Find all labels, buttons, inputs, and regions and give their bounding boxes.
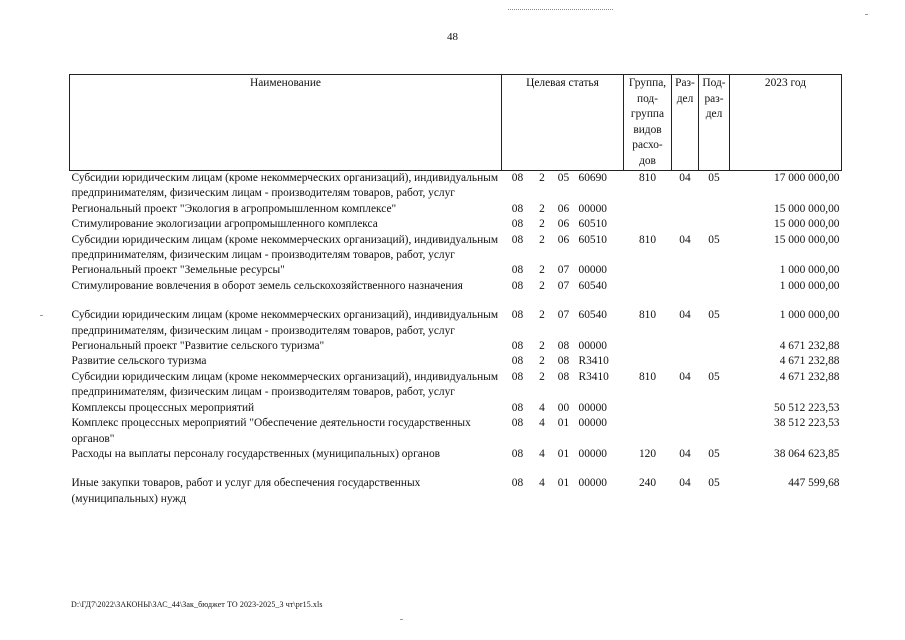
expense-group: 810 bbox=[638, 172, 657, 184]
page-number: 48 bbox=[447, 31, 458, 43]
expense-group bbox=[624, 263, 672, 278]
target-code-program: 08 bbox=[511, 417, 524, 430]
expense-group bbox=[624, 217, 672, 232]
target-code-item: 08 bbox=[557, 355, 570, 368]
target-code-item: 00 bbox=[557, 401, 570, 414]
target-code-subprogram: 2 bbox=[539, 218, 545, 231]
target-code-item: 06 bbox=[557, 202, 570, 215]
table-row bbox=[70, 217, 842, 232]
section-code bbox=[672, 279, 699, 294]
table-row bbox=[70, 263, 842, 278]
target-code-subprogram: 4 bbox=[539, 447, 545, 460]
target-code-subprogram: 2 bbox=[539, 309, 545, 322]
target-code-item: 07 bbox=[557, 279, 570, 292]
row-amount: 38 512 223,53 bbox=[774, 417, 840, 430]
expense-group: 810 bbox=[638, 233, 657, 246]
target-code-subprogram: 2 bbox=[539, 370, 545, 383]
scan-artifact-mark bbox=[508, 9, 613, 12]
table-row bbox=[70, 370, 842, 401]
row-name: Субсидии юридическим лицам (кроме некоммерческих организаций), индивидуальным предпринимателям, физическим лицам - производителям товаров, работ, услуг bbox=[71, 309, 499, 337]
section-code bbox=[672, 217, 699, 232]
target-code-direction: 60690 bbox=[578, 172, 607, 184]
target-code-item: 06 bbox=[557, 233, 570, 246]
row-amount: 15 000 000,00 bbox=[774, 202, 840, 215]
header-line: Под- bbox=[702, 77, 726, 89]
subsection-code: 05 bbox=[708, 233, 720, 246]
header-line: дел bbox=[676, 92, 694, 105]
subsection-code bbox=[699, 263, 730, 278]
target-code-item: 01 bbox=[557, 417, 570, 430]
row-amount: 50 512 223,53 bbox=[774, 401, 840, 414]
target-code-direction: 60540 bbox=[578, 309, 607, 322]
expense-group: 810 bbox=[638, 309, 657, 322]
table-row bbox=[70, 339, 842, 354]
subsection-code bbox=[699, 279, 730, 294]
row-name: Региональный проект "Земельные ресурсы" bbox=[71, 264, 285, 277]
row-amount: 38 064 623,85 bbox=[774, 447, 840, 460]
table-body bbox=[70, 171, 842, 508]
row-name: Субсидии юридическим лицам (кроме некоммерческих организаций), индивидуальным предпринимателям, физическим лицам - производителям товаров, работ, услуг bbox=[71, 370, 499, 399]
subsection-code: 05 bbox=[708, 309, 720, 322]
footer-file-path: D:\ГД7\2022\ЗАКОНЫ\ЗАС_44\Зак_бюджет ТО 2023-2025_3 чт\pr15.xls bbox=[71, 600, 323, 609]
target-code-direction: 00000 bbox=[578, 264, 607, 277]
target-code-item: 05 bbox=[557, 172, 570, 184]
row-name: Иные закупки товаров, работ и услуг для обеспечения государственных (муниципальных) нужд bbox=[71, 477, 421, 505]
row-amount: 447 599,68 bbox=[788, 477, 840, 490]
target-code-direction: 00000 bbox=[578, 340, 607, 353]
target-code-direction: 00000 bbox=[578, 447, 607, 460]
expense-group bbox=[624, 354, 672, 369]
target-code-program: 08 bbox=[511, 447, 524, 460]
target-code-direction: 60540 bbox=[578, 279, 607, 292]
target-code-program: 08 bbox=[511, 309, 524, 322]
section-code: 04 bbox=[679, 447, 691, 460]
expense-group: 120 bbox=[638, 447, 657, 460]
expense-group bbox=[624, 279, 672, 294]
subsection-code bbox=[699, 401, 730, 416]
row-amount: 1 000 000,00 bbox=[779, 309, 840, 322]
target-code-program: 08 bbox=[511, 279, 524, 292]
column-header-group bbox=[624, 75, 672, 171]
section-code: 04 bbox=[679, 233, 691, 246]
expense-group bbox=[624, 416, 672, 447]
expense-group bbox=[624, 401, 672, 416]
table-row bbox=[70, 462, 842, 507]
section-code bbox=[672, 401, 699, 416]
row-amount: 4 671 232,88 bbox=[779, 340, 840, 353]
header-line: группа bbox=[630, 108, 665, 120]
section-code bbox=[672, 416, 699, 447]
target-code-item: 08 bbox=[557, 340, 570, 353]
target-code-subprogram: 4 bbox=[539, 401, 545, 414]
subsection-code bbox=[699, 217, 730, 232]
row-amount: 4 671 232,88 bbox=[779, 370, 840, 383]
row-amount: 1 000 000,00 bbox=[779, 279, 840, 292]
target-code-program: 08 bbox=[511, 355, 524, 368]
header-line: видов bbox=[633, 123, 662, 136]
header-line: дел bbox=[705, 108, 723, 120]
row-name: Стимулирование экологизации агропромышленного комплекса bbox=[71, 218, 378, 231]
target-code-program: 08 bbox=[511, 233, 524, 246]
target-code-program: 08 bbox=[511, 218, 524, 231]
section-code bbox=[672, 263, 699, 278]
subsection-code: 05 bbox=[708, 172, 720, 184]
header-line: Группа, bbox=[628, 77, 667, 89]
header-line: дов bbox=[639, 154, 656, 167]
row-amount: 15 000 000,00 bbox=[774, 233, 840, 246]
column-header-year: 2023 год bbox=[730, 75, 842, 171]
target-code-direction: R3410 bbox=[578, 370, 609, 383]
target-code-subprogram: 4 bbox=[539, 477, 545, 490]
column-header-subsection bbox=[699, 75, 730, 171]
target-code-direction: 00000 bbox=[578, 417, 607, 430]
target-code-item: 07 bbox=[557, 264, 570, 277]
target-code-direction: R3410 bbox=[578, 355, 609, 368]
table-row bbox=[70, 354, 842, 369]
section-code: 04 bbox=[679, 309, 691, 322]
target-code-program: 08 bbox=[511, 202, 524, 215]
row-amount: 17 000 000,00 bbox=[774, 172, 840, 184]
row-amount: 1 000 000,00 bbox=[779, 264, 840, 277]
row-name: Расходы на выплаты персоналу государственных (муниципальных) органов bbox=[71, 447, 441, 460]
target-code-program: 08 bbox=[511, 401, 524, 414]
subsection-code bbox=[699, 416, 730, 447]
target-code-subprogram: 2 bbox=[539, 355, 545, 368]
target-code-item: 08 bbox=[557, 370, 570, 383]
target-code-subprogram: 4 bbox=[539, 417, 545, 430]
subsection-code bbox=[699, 339, 730, 354]
target-code-subprogram: 2 bbox=[539, 264, 545, 277]
section-code bbox=[672, 354, 699, 369]
target-code-direction: 00000 bbox=[578, 401, 607, 414]
scan-dot bbox=[40, 315, 43, 316]
target-code-subprogram: 2 bbox=[539, 279, 545, 292]
target-code-direction: 00000 bbox=[578, 202, 607, 215]
target-code-program: 08 bbox=[511, 477, 524, 490]
subsection-code: 05 bbox=[708, 447, 720, 460]
column-header-name: Наименование bbox=[70, 75, 502, 171]
target-code-subprogram: 2 bbox=[539, 233, 545, 246]
target-code-program: 08 bbox=[511, 264, 524, 277]
row-name: Развитие сельского туризма bbox=[71, 355, 207, 368]
table-row bbox=[70, 447, 842, 462]
row-name: Субсидии юридическим лицам (кроме некоммерческих организаций), индивидуальным предпринимателям, физическим лицам - производителям товаров, работ, услуг bbox=[71, 233, 499, 262]
row-name: Региональный проект "Экология в агропромышленном комплексе" bbox=[71, 202, 397, 215]
target-code-direction: 60510 bbox=[578, 233, 607, 246]
header-line: расхо- bbox=[632, 139, 663, 151]
target-code-subprogram: 2 bbox=[539, 340, 545, 353]
row-name: Субсидии юридическим лицам (кроме некоммерческих организаций), индивидуальным предпринимателям, физическим лицам - производителям товаров, работ, услуг bbox=[71, 172, 499, 200]
target-code-item: 01 bbox=[557, 477, 570, 490]
section-code: 04 bbox=[679, 477, 691, 490]
subsection-code bbox=[699, 202, 730, 217]
target-code-item: 07 bbox=[557, 309, 570, 322]
target-code-program: 08 bbox=[511, 172, 524, 184]
row-name: Стимулирование вовлечения в оборот земель сельскохозяйственного назначения bbox=[71, 279, 463, 292]
target-code-item: 01 bbox=[557, 447, 570, 460]
budget-table bbox=[69, 74, 842, 507]
section-code bbox=[672, 202, 699, 217]
table-row bbox=[70, 279, 842, 294]
subsection-code bbox=[699, 354, 730, 369]
target-code-program: 08 bbox=[511, 370, 524, 383]
expense-group: 810 bbox=[638, 370, 657, 383]
section-code: 04 bbox=[679, 172, 691, 184]
row-amount: 4 671 232,88 bbox=[779, 355, 840, 368]
table-row bbox=[70, 233, 842, 264]
row-name: Региональный проект "Развитие сельского туризма" bbox=[71, 340, 325, 353]
header-line: раз- bbox=[704, 92, 724, 105]
row-name: Комплексы процессных мероприятий bbox=[71, 401, 255, 414]
subsection-code: 05 bbox=[708, 477, 720, 490]
column-header-target: Целевая статья bbox=[502, 75, 624, 171]
table-row bbox=[70, 294, 842, 339]
expense-group bbox=[624, 202, 672, 217]
section-code bbox=[672, 339, 699, 354]
row-amount: 15 000 000,00 bbox=[774, 218, 840, 231]
scan-dot bbox=[400, 619, 403, 620]
column-header-section bbox=[672, 75, 699, 171]
target-code-direction: 00000 bbox=[578, 477, 607, 490]
table-header-row bbox=[70, 75, 842, 171]
target-code-item: 06 bbox=[557, 218, 570, 231]
expense-group bbox=[624, 339, 672, 354]
header-line: под- bbox=[636, 92, 659, 105]
subsection-code: 05 bbox=[708, 370, 720, 383]
target-code-subprogram: 2 bbox=[539, 202, 545, 215]
table-row bbox=[70, 401, 842, 416]
section-code: 04 bbox=[679, 370, 691, 383]
table-row bbox=[70, 416, 842, 447]
scan-dot bbox=[865, 14, 868, 15]
target-code-direction: 60510 bbox=[578, 218, 607, 231]
row-name: Комплекс процессных мероприятий "Обеспечение деятельности государственных органов" bbox=[71, 417, 471, 445]
target-code-program: 08 bbox=[511, 340, 524, 353]
expense-group: 240 bbox=[638, 477, 657, 490]
table-row bbox=[70, 202, 842, 217]
target-code-subprogram: 2 bbox=[539, 172, 545, 184]
table-row bbox=[70, 171, 842, 202]
header-line: Раз- bbox=[675, 77, 695, 89]
